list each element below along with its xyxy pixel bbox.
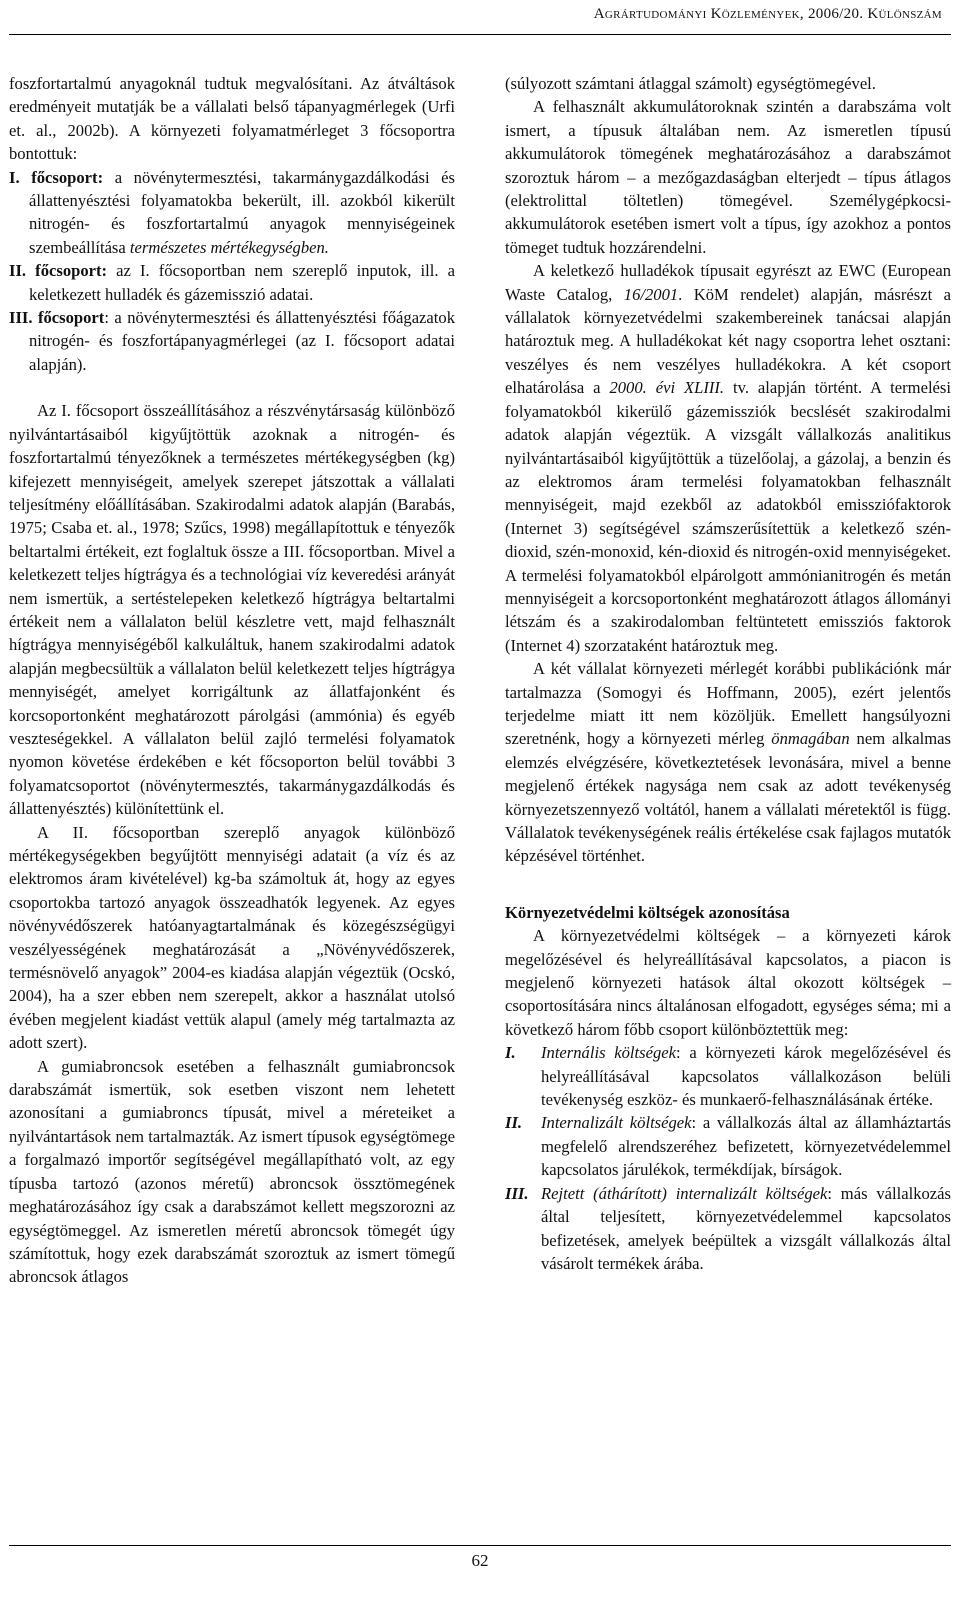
paragraph xyxy=(505,259,951,657)
page-number: 62 xyxy=(471,1551,489,1570)
cost-item-2 xyxy=(505,1111,951,1181)
italic-run: önmagában xyxy=(771,729,850,749)
heading-text: Környezetvédelmi költségek azonosítása xyxy=(505,902,790,922)
group-text: a növénytermesztési, takarmánygazdálkodási és állattenyésztési folyamatokba bekerült, ill. azokból kikerült nitrogén- és foszfortartalmú anyagok mennyiségeinek szembeállítása xyxy=(29,167,456,257)
group-item-2 xyxy=(9,259,455,306)
spacer xyxy=(505,868,951,901)
italic-run: 16/2001 xyxy=(623,284,679,304)
paragraph: A II. főcsoportban szereplő anyagok különböző mértékegységekben begyűjtött mennyiségi adatait (a víz és az elektromos áram kivételével) kg-ba számoltuk át, hogy az egyes csoportokba tartozó anyagok összeadhatók legyenek. Az egyes növényvédőszerek hatóanyagtartalmának és közegészségügyi veszélyességének meghatározását a „Növényvédőszerek, termésnövelő anyagok” 2004-es kiadása alapján végeztük (Ocskó, 2004), ha a szer ebben nem szerepelt, akkor a használat utolsó évében megjelent kiadást vettük alapul (amely még tartalmazta az adott szert). xyxy=(9,822,455,1053)
item-number: III. xyxy=(505,1183,529,1203)
paragraph: A környezetvédelmi költségek – a környezeti károk megelőzésével és helyreállításával kapcsolatos, a piacon is megjelenő környezeti hatások által okozott költségek – csoportosítására nincs általánosan elfogadott, egységes séma; mi a következő három főbb csoport különböztettük meg: xyxy=(505,926,951,1039)
italic-run: 2000. évi XLIII. xyxy=(609,378,725,398)
paragraph: foszfortartalmú anyagoknál tudtuk megvalósítani. Az átváltások eredményeit mutatják be a vállalati belső tápanyagmérlegek (Urfi et. al., 2002b). A környezeti folyamatmérleget 3 főcsoportra bontottuk: xyxy=(9,74,455,164)
text-run: . KöM rendelet) alapján, másrészt a vállalatok környezetvédelmi szakembereinek tanácsai alapján határoztuk meg. A hulladékokat két nagy csoportra lehet osztani: veszélyes és nem veszélyes hulladékokra. A két csoport elhatárolása a xyxy=(505,284,951,398)
text-run: nem alkalmas elemzés elvégzésére, következtetések levonására, mivel a benne megjelenő értékek nagysága nem csak az adott tevékenység környezetszennyező voltától, hanem a vállalati méretektől is függ. Vállalatok tevékenységének reális értékelése csak fajlagos mutatók képzésével történhet. xyxy=(505,729,951,866)
paragraph xyxy=(505,657,951,868)
group-label: II. főcsoport: xyxy=(9,261,108,281)
item-number: I. xyxy=(505,1043,516,1063)
item-label: Internális költségek xyxy=(541,1043,676,1063)
text-run: tv. alapján történt. A termelési folyamatokból kikerülő gázemissziók becslését szakirodalmi adatok alapján végeztük. A vizsgált vállalkozás analitikus nyilvántartásaiból kigyűjtöttük a tüzelőolaj, a gázolaj, a benzin és az elektromos áram termelési folyamatokban felhasznált mennyiségeit, majd ezekből az adatokból emissziófaktorok (Internet 3) segítségével számszerűsítettük a keletkező szén-dioxid, szén-monoxid, kén-dioxid és nitrogén-oxid mennyiségeket. A termelési folyamatokból elpárolgott ammónianitrogén és metán mennyiségeit a korcsoportonként meghatározott átlagos állományi létszám és a szakirodalomban feltüntetett emissziós faktorok (Internet 4) szorzataként határoztuk meg. xyxy=(505,378,951,655)
item-text: : a környezeti károk megelőzésével és helyreállításával kapcsolatos vállalkozáson belüli tevékenység eszköz- és munkaerő-felhasználásának értéke. xyxy=(541,1043,951,1110)
group-label: III. főcsoport xyxy=(9,308,105,328)
cost-item-1 xyxy=(505,1041,951,1111)
text-run: A két vállalat környezeti mérlegét korábbi publikációnk már tartalmazza (Somogyi és Hoffmann, 2005), ezért jelentős terjedelme miatt itt nem közöljük. Emellett hangsúlyozni szeretnénk, hogy a környezeti mérleg xyxy=(505,659,951,749)
group-item-1 xyxy=(9,166,455,260)
paragraph: (súlyozott számtani átlaggal számolt) egységtömegével. xyxy=(505,74,876,93)
header-divider xyxy=(9,34,951,35)
item-label: Rejtett (áthárított) internalizált költségek xyxy=(541,1183,828,1203)
text-run: A keletkező hulladékok típusait egyrészt az EWC (European Waste Catalog, xyxy=(505,261,951,304)
item-label: Internalizált költségek xyxy=(541,1113,692,1133)
running-header: Agrártudományi Közlemények, 2006/20. Különszám xyxy=(593,6,942,22)
item-text: : a vállalkozás által az államháztartás megfelelő alrendszeréhez befizetett, környezetvédelemmel kapcsolatos járulékok, termékdíjak, bírságok. xyxy=(541,1113,951,1180)
cost-item-3 xyxy=(505,1182,951,1276)
group-text: : a növénytermesztési és állattenyésztési főágazatok nitrogén- és foszfortápanyagmérlegei (az I. főcsoport adatai alapján). xyxy=(29,308,455,374)
group-item-3 xyxy=(9,306,455,376)
paragraph: A felhasznált akkumulátoroknak szintén a darabszáma volt ismert, a típusuk általában nem. Az ismeretlen típusú akkumulátorok tömegének meghatározásához a darabszámot szoroztuk három – a mezőgazdaságban elterjedt – típus átlagos (elektrolittal töltetlen) tömegével. Személygépkocsi-akkumulátorok esetében ismert volt a típus, így azokhoz a pontos tömeget tudtuk hozzárendelni. xyxy=(505,97,951,257)
group-italic: természetes mértékegységben. xyxy=(129,237,329,257)
group-label: I. főcsoport: xyxy=(9,167,104,187)
left-column xyxy=(9,72,455,1289)
right-column xyxy=(505,72,951,1275)
section-heading xyxy=(505,901,951,924)
item-text: : más vállalkozás által teljesített, környezetvédelemmel kapcsolatos befizetések, amelyek beépültek a vizsgált vállalkozás által vásárolt termékek árába. xyxy=(541,1183,951,1273)
footer-divider xyxy=(9,1545,951,1546)
spacer xyxy=(9,376,455,399)
paragraph: Az I. főcsoport összeállításához a részvénytársaság különböző nyilvántartásaiból kigyűjtöttük azoknak a nitrogén- és foszfortartalmú tényezőknek a természetes mértékegységben (kg) kifejezett mennyiségeit, amelyek szerepet játszottak a vállalati teljesítmény előállításában. Szakirodalmi adatok alapján (Barabás, 1975; Csaba et. al., 1978; Szűcs, 1998) megállapítottuk e tényezők beltartalmi értékeit, ezt foglaltuk össze a III. főcsoportban. Mivel a keletkezett teljes hígtrágya és a technológiai víz keveredési arányát nem ismertük, a sertéstelepeken keletkező hígtrágya beltartalmi értékeit nem a vállalaton belül készletre vett, majd felhasznált hígtrágya mennyiségéből kalkuláltuk, hanem szakirodalmi adatok alapján megbecsültük a vállalaton belül keletkezett teljes hígtrágya mennyiségét, amelyet korrigáltunk az állatfajonként és korcsoportonként meghatározott párolgási (ammónia) és egyéb veszteségekkel. A vállalaton belül zajló termelési folyamatok nyomon követése érdekében e két főcsoporton belül további 3 folyamatcsoportot (növénytermesztés, takarmánygazdálkodás és állattenyésztés) különítettünk el. xyxy=(9,401,455,819)
paragraph: A gumiabroncsok esetében a felhasznált gumiabroncsok darabszámát ismertük, sok esetben viszont nem lehetett azonosítani a gumiabroncs típusát, mivel a méreteiket a nyilvántartások nem tartalmazták. Az ismert típusok egységtömege a forgalmazó importőr segítségével megállapítható volt, az egy típusba tartozó (azonos méretű) abroncsok össztömegének meghatározásához így csak a darabszámot kellett megszorozni az egységtömeggel. Az ismeretlen méretű abroncsok tömegét úgy számítottuk, hogy ezek darabszámát szoroztuk az ismert tömegű abroncsok átlagos xyxy=(9,1056,455,1287)
item-number: II. xyxy=(505,1113,523,1133)
group-text: az I. főcsoportban nem szereplő inputok, ill. a keletkezett hulladék és gázemisszió adatai. xyxy=(29,261,455,304)
